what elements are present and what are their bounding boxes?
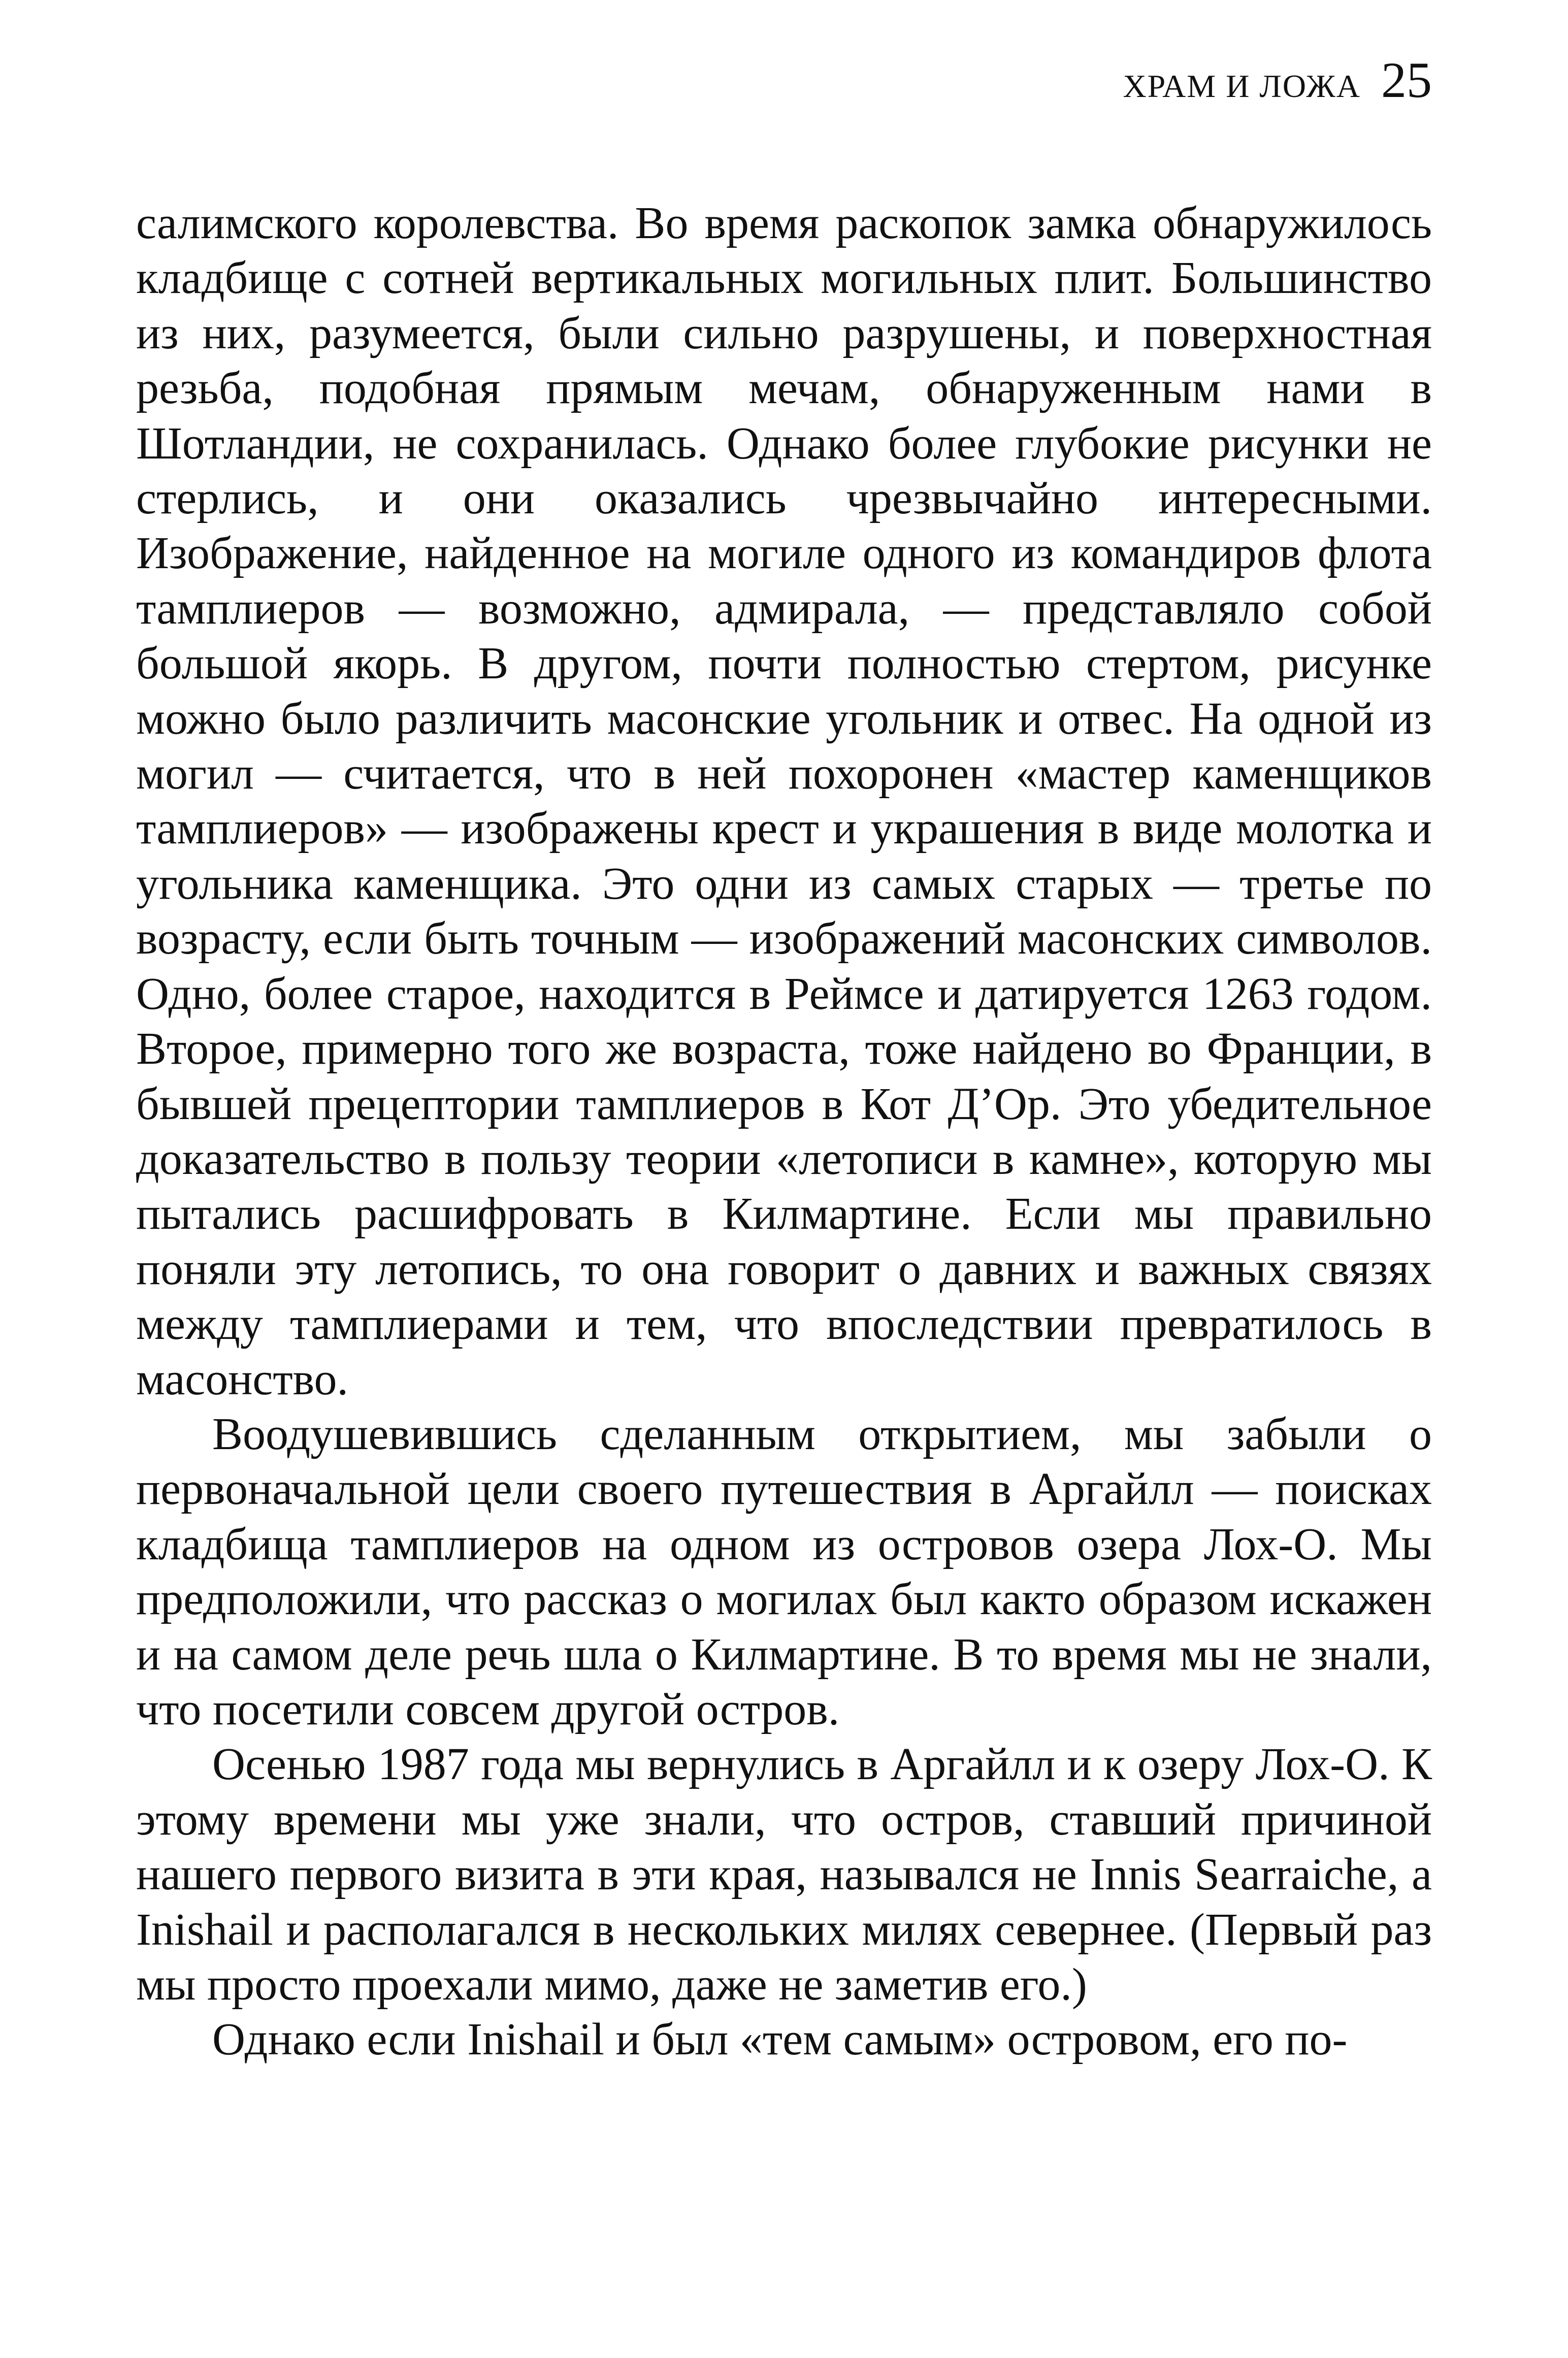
paragraph: Однако если Inishail и был «тем самым» островом, его по- <box>212 2014 1348 2065</box>
paragraph: Воодушевившись сделанным открытием, мы забыли о первоначальной цели своего путешествия в Аргайлл — поисках кладбища тамплиеров на одном из островов озера Лох-О. Мы предположили, что рассказ о могилах был както образом искажен и на самом деле речь шла о Килмартине. В то время мы не знали, что посетили совсем другой остров. <box>136 1409 1432 1734</box>
body-text <box>136 196 1432 2068</box>
running-head <box>1123 51 1432 109</box>
paragraph-continued: салимского королевства. Во время раскопок замка обнаружилось кладбище с сотней вертикальных могильных плит. Большинство из них, разумеется, были сильно разрушены, и поверхностная резьба, подобная прямым мечам, обнаруженным нами в Шотландии, не сохранилась. Однако более глубокие рисунки не стерлись, и они оказались чрезвычайно интересными. Изображение, найденное на могиле одного из командиров флота тамплиеров — возможно, адмирала, — представляло собой большой якорь. В другом, почти полностью стертом, рисунке можно было различить масонские угольник и отвес. На одной из могил — считается, что в ней похоронен «мастер каменщиков тамплиеров» — изображены крест и украшения в виде молотка и угольника каменщика. Это одни из самых старых — третье по возрасту, если быть точным — изображений масонских символов. Одно, более старое, находится в Реймсе и датируется 1263 годом. Второе, примерно того же возраста, тоже найдено во Франции, в бывшей прецептории тамплиеров в Кот Д’Ор. Это убедительное доказательство в пользу теории «летописи в камне», которую мы пытались расшифровать в Килмартине. Если мы правильно поняли эту летопись, то она говорит о давних и важных связях между тамплиерами и тем, что впоследствии превратилось в масонство. <box>136 198 1432 1404</box>
page-number: 25 <box>1381 52 1432 108</box>
paragraph: Осенью 1987 года мы вернулись в Аргайлл и к озеру Лох-О. К этому времени мы уже знали, что остров, ставший причиной нашего первого визита в эти края, назывался не Innis Searraiche, а Inishail и располагался в нескольких милях севернее. (Первый раз мы просто проехали мимо, даже не заметив его.) <box>136 1739 1432 2010</box>
running-title: ХРАМ И ЛОЖА <box>1123 68 1361 104</box>
